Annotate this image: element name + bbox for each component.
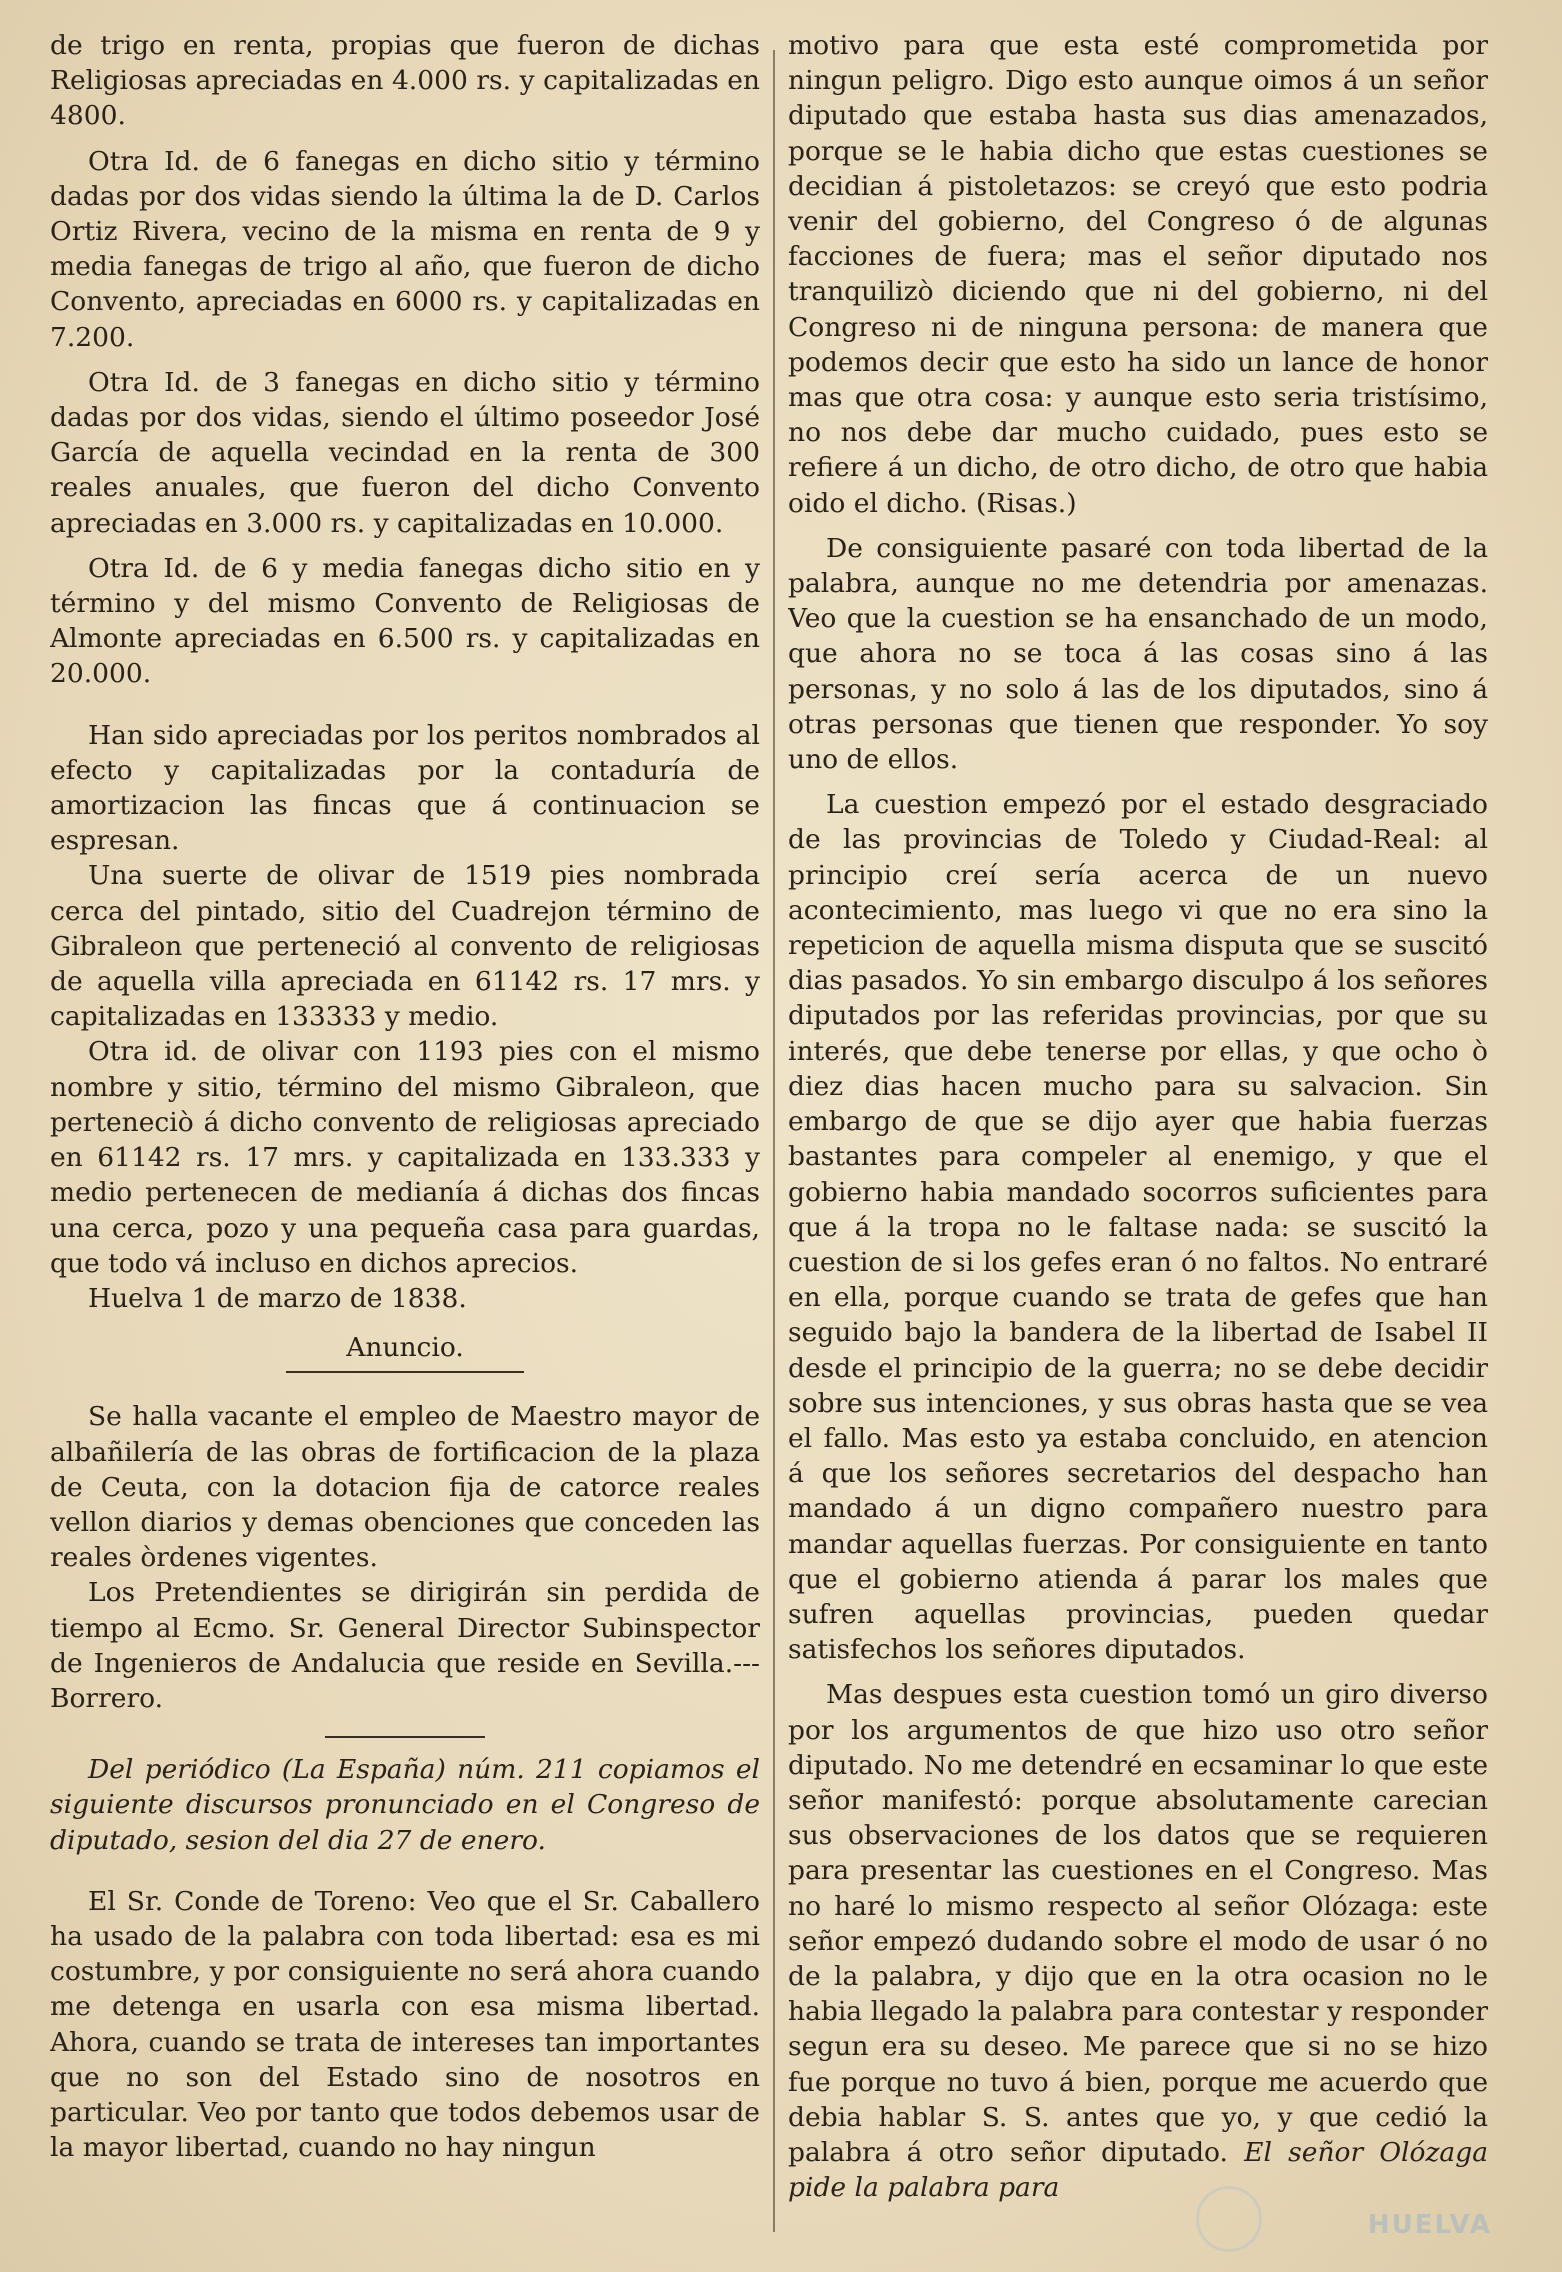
- paragraph: Otra Id. de 6 y media fanegas dicho sitio en y término y del mismo Convento de Religiosas de Almonte apreciadas en 6.500 rs. y capitalizadas en 20.000.: [50, 552, 760, 690]
- source-note: Del periódico (La España) núm. 211 copiamos el siguiente discursos pronunciado en el Congreso de diputado, sesion del dia 27 de enero.: [50, 1754, 760, 1856]
- anuncio-heading: [50, 1330, 760, 1373]
- paragraph: Una suerte de olivar de 1519 pies nombrada cerca del pintado, sitio del Cuadrejon término de Gibraleon que perteneció al convento de religiosas de aquella villa apreciada en 61142 rs. 17 mrs. y capitalizadas en 133333 y medio.: [50, 860, 760, 1033]
- watermark-text: HUELVA: [1367, 2210, 1492, 2240]
- date-line: Huelva 1 de marzo de 1838.: [88, 1282, 467, 1314]
- paragraph: De consiguiente pasaré con toda libertad de la palabra, aunque no me detendria por amenazas. Veo que la cuestion se ha ensanchado de un modo, que ahora no se toca á las cosas sino á las personas, y no solo á las de los diputados, sino á otras personas que tienen que responder. Yo soy uno de ellos.: [788, 532, 1488, 776]
- paragraph: El Sr. Conde de Toreno: Veo que el Sr. Caballero ha usado de la palabra con toda libertad: esa es mi costumbre, y por consiguiente no será ahora cuando me detenga en usarla con esa misma libertad. Ahora, cuando se trata de intereses tan importantes que no son del Estado sino de nosotros en particular. Veo por tanto que todos debemos usar de la mayor libertad, cuando no hay ningun: [50, 1885, 760, 2164]
- paragraph: La cuestion empezó por el estado desgraciado de las provincias de Toledo y Ciudad-Real: al principio creí sería acerca de un nuevo acontecimiento, mas luego vi que no era sino la repeticion de aquella misma disputa que se suscitó dias pasados. Yo sin embargo disculpo á los señores diputados por las referidas provincias, por que su interés, que debe tenerse por ellas, y que ocho ò diez dias hacen mucho para su salvacion. Sin embargo de que se dijo ayer que habia fuerzas bastantes para compeler al enemigo, y que el gobierno habia mandado socorros suficientes para que á la tropa no le faltase nada: se suscitó la cuestion de si los gefes eran ó no faltos. No entraré en ella, porque cuando se trata de gefes que han seguido bajo la bandera de la libertad de Isabel II desde el principio de la guerra; no se debe decidir sobre sus intenciones, y sus obras hasta que se vea el fallo. Mas esto ya estaba concluido, en atencion á que los señores secretarios del despacho han mandado á un digno compañero nuestro para mandar aquellas fuerzas. Por consiguiente en tanto que el gobierno atienda á parar los males que sufren aquellas provincias, pueden quedar satisfechos los señores diputados.: [788, 789, 1488, 1666]
- paragraph: Otra Id. de 3 fanegas en dicho sitio y término dadas por dos vidas, siendo el último poseedor José García de aquella vecindad en la renta de 300 reales anuales, que fueron del dicho Convento apreciadas en 3.000 rs. y capitalizadas en 10.000.: [50, 366, 760, 539]
- column-divider: [773, 50, 775, 2232]
- paragraph: [788, 1677, 1488, 2205]
- paragraph: motivo para que esta esté comprometida por ningun peligro. Digo esto aunque oimos á un señor diputado que estaba hasta sus dias amenazados, porque se le habia dicho que estas cuestiones se decidian á pistoletazos: se creyó que esto podria venir del gobierno, del Congreso ó de algunas facciones de fuera; mas el señor diputado nos tranquilizò diciendo que ni del gobierno, ni del Congreso ni de ninguna persona: de manera que podemos decir que esto ha sido un lance de honor mas que otra cosa: y aunque esto seria tristísimo, no nos debe dar mucho cuidado, pues esto se refiere á un dicho, de otro dicho, de otro que habia oido el dicho. (Risas.): [788, 30, 1488, 519]
- italic-aside: El señor Olózaga pide la palabra para: [788, 2136, 1488, 2204]
- section-divider: [325, 1736, 485, 1738]
- left-column: [50, 28, 760, 2242]
- paragraph: Han sido apreciadas por los peritos nombrados al efecto y capitalizadas por la contaduría de amortizacion las fincas que á continuacion se espresan.: [50, 719, 760, 857]
- watermark-seal-icon: [1196, 2186, 1262, 2252]
- paragraph: de trigo en renta, propias que fueron de dichas Religiosas apreciadas en 4.000 rs. y capitalizadas en 4800.: [50, 30, 760, 132]
- anuncio-title: Anuncio.: [286, 1330, 524, 1373]
- paragraph: Otra Id. de 6 fanegas en dicho sitio y término dadas por dos vidas siendo la última la de D. Carlos Ortiz Rivera, vecino de la misma en renta de 9 y media fanegas de trigo al año, que fueron de dicho Convento, apreciadas en 6000 rs. y capitalizadas en 7.200.: [50, 145, 760, 353]
- right-column: [788, 28, 1488, 2242]
- paragraph-text: Mas despues esta cuestion tomó un giro diverso por los argumentos de que hizo uso otro señor diputado. No me detendré en ecsaminar lo que este señor manifestó: porque absolutamente carecian sus observaciones de los datos que se requieren para presentar las cuestiones en el Congreso. Mas no haré lo mismo respecto al señor Olózaga: este señor empezó dudando sobre el modo de usar ó no de la palabra, y dijo que en la otra ocasion no le habia llegado la palabra para contestar y responder segun era su deseo. Me parece que si no se hizo fue porque no tuvo á bien, porque me acuerdo que debia hablar S. S. antes que yo, y que cedió la palabra á otro señor diputado.: [788, 1679, 1488, 2168]
- paragraph: Otra id. de olivar con 1193 pies con el mismo nombre y sitio, término del mismo Gibraleon, que perteneciò á dicho convento de religiosas apreciado en 61142 rs. 17 mrs. y capitalizada en 133.333 y medio pertenecen de medianía á dichas dos fincas una cerca, pozo y una pequeña casa para guardas, que todo vá incluso en dichos aprecios.: [50, 1036, 760, 1279]
- paragraph: Se halla vacante el empleo de Maestro mayor de albañilería de las obras de fortificacion de la plaza de Ceuta, con la dotacion fija de catorce reales vellon diarios y demas obenciones que conceden las reales òrdenes vigentes.: [50, 1401, 760, 1574]
- paragraph: Los Pretendientes se dirigirán sin perdida de tiempo al Ecmo. Sr. General Director Subinspector de Ingenieros de Andalucia que reside en Sevilla.---Borrero.: [50, 1577, 760, 1714]
